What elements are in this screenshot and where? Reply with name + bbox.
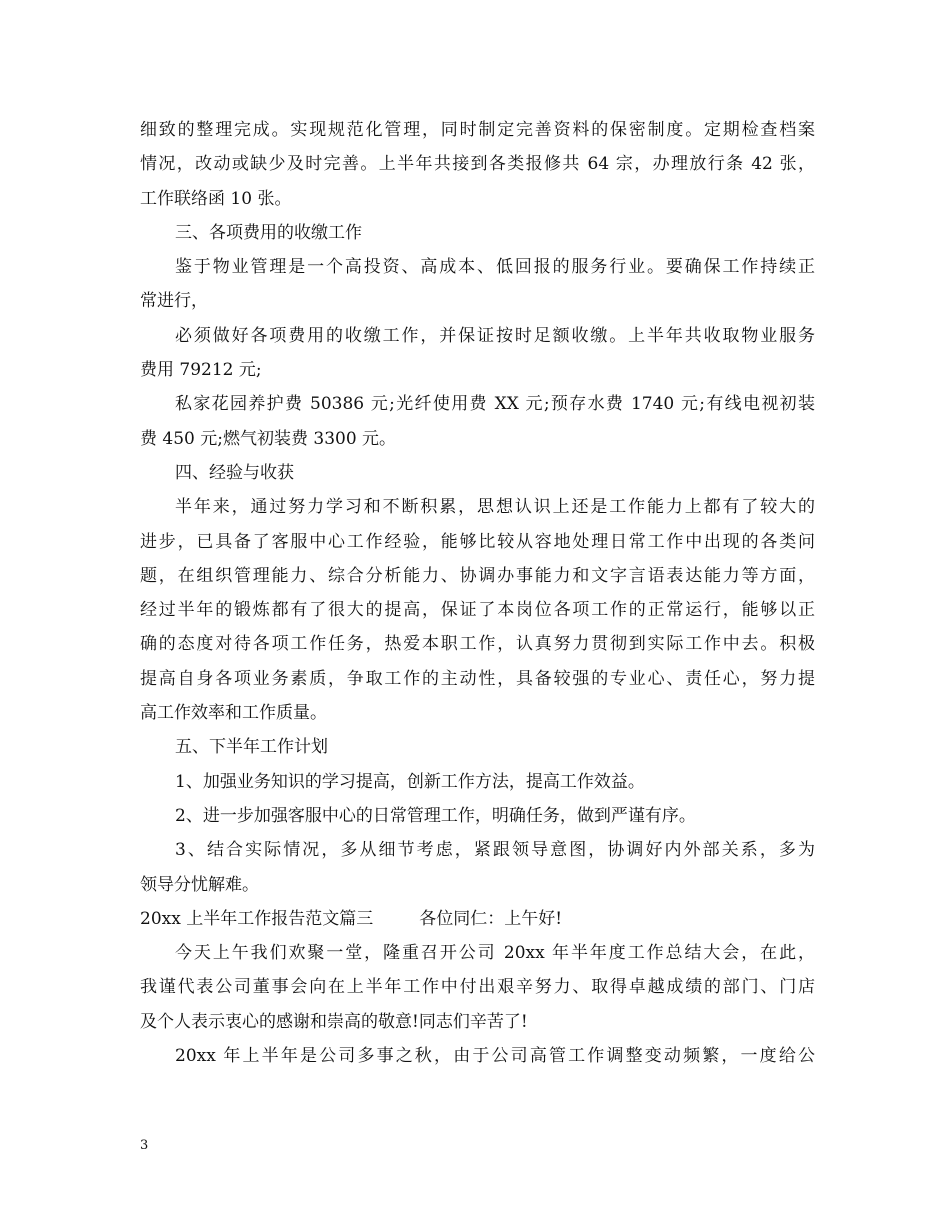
paragraph-line: 20xx 年上半年是公司多事之秋，由于公司高管工作调整变动频繁，一度给公 — [175, 1046, 815, 1067]
paragraph-line: 费 450 元;燃气初装费 3300 元。 — [140, 428, 397, 449]
list-item: 2、进一步加强客服中心的日常管理工作，明确任务，做到严谨有序。 — [175, 805, 696, 826]
section-heading: 三、各项费用的收缴工作 — [175, 222, 362, 243]
paragraph-line: 常进行， — [140, 291, 208, 312]
paragraph-line: 进步，已具备了客服中心工作经验，能够比较从容地处理日常工作中出现的各类问 — [140, 531, 815, 552]
document-body — [140, 113, 815, 1073]
list-item: 3、结合实际情况，多从细节考虑，紧跟领导意图，协调好内外部关系，多为 — [175, 840, 815, 861]
paragraph-line: 我谨代表公司董事会向在上半年工作中付出艰辛努力、取得卓越成绩的部门、门店 — [140, 977, 815, 998]
paragraph-line: 确的态度对待各项工作任务，热爱本职工作，认真努力贯彻到实际工作中去。积极 — [140, 634, 815, 655]
paragraph-line: 必须做好各项费用的收缴工作，并保证按时足额收缴。上半年共收取物业服务 — [175, 325, 815, 346]
list-item-continuation: 领导分忧解难。 — [140, 874, 259, 895]
paragraph-line: 半年来，通过努力学习和不断积累，思想认识上还是工作能力上都有了较大的 — [175, 497, 815, 518]
paragraph-line: 鉴于物业管理是一个高投资、高成本、低回报的服务行业。要确保工作持续正 — [175, 257, 815, 278]
section-heading: 四、经验与收获 — [175, 462, 294, 483]
article-heading-line — [140, 902, 815, 936]
paragraph-line: 题，在组织管理能力、综合分析能力、协调办事能力和文字言语表达能力等方面， — [140, 565, 815, 586]
article-title: 20xx 上半年工作报告范文篇三 — [140, 908, 374, 929]
paragraph-line: 私家花园养护费 50386 元;光纤使用费 XX 元;预存水费 1740 元;有线电视初装 — [175, 394, 815, 415]
list-item: 1、加强业务知识的学习提高，创新工作方法，提高工作效益。 — [175, 771, 645, 792]
paragraph-line: 细致的整理完成。实现规范化管理，同时制定完善资料的保密制度。定期检查档案 — [140, 120, 815, 140]
page-number: 3 — [140, 1138, 149, 1153]
paragraph-line: 工作联络函 10 张。 — [140, 188, 292, 209]
paragraph-line: 费用 79212 元; — [140, 360, 262, 381]
paragraph-line: 高工作效率和工作质量。 — [140, 703, 327, 724]
section-heading: 五、下半年工作计划 — [175, 737, 328, 758]
paragraph-line: 提高自身各项业务素质，争取工作的主动性，具备较强的专业心、责任心，努力提 — [140, 668, 815, 689]
paragraph-line: 及个人表示衷心的感谢和崇高的敬意!同志们辛苦了! — [140, 1011, 528, 1032]
paragraph-line: 今天上午我们欢聚一堂，隆重召开公司 20xx 年半年度工作总结大会，在此， — [175, 943, 815, 964]
paragraph-line: 经过半年的锻炼都有了很大的提高，保证了本岗位各项工作的正常运行，能够以正 — [140, 600, 815, 621]
paragraph-line: 情况，改动或缺少及时完善。上半年共接到各类报修共 64 宗，办理放行条 42 张， — [140, 154, 815, 175]
greeting: 各位同仁：上午好! — [419, 908, 563, 929]
